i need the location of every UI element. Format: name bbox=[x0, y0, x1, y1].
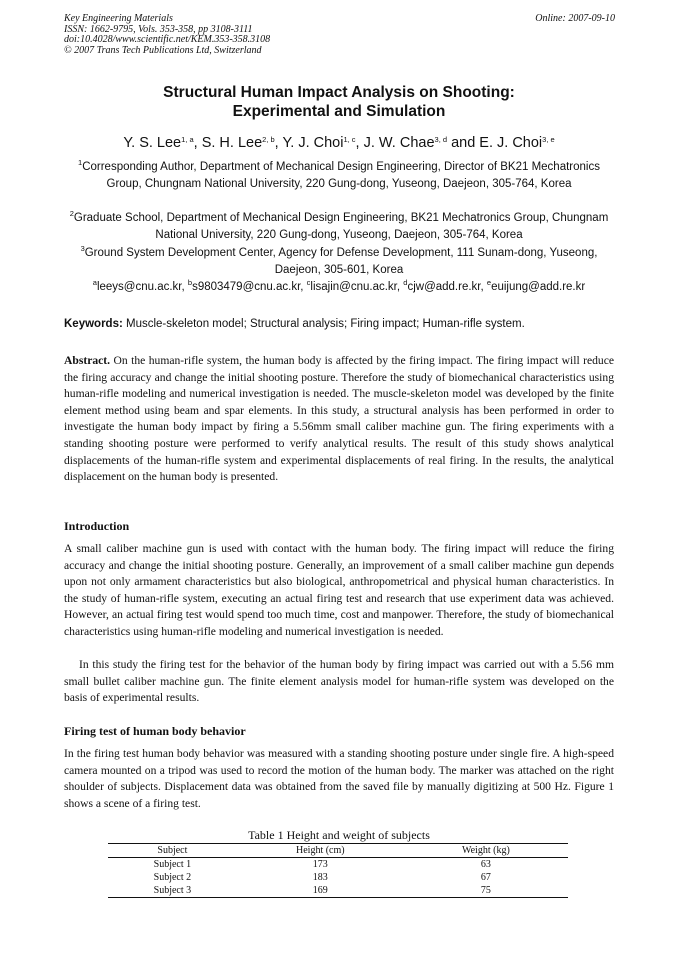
email[interactable]: $^c$lisajin@cnu.ac.kr bbox=[306, 278, 397, 293]
table-cell: 63 bbox=[480, 859, 491, 870]
author-list bbox=[64, 134, 614, 152]
table-cell: 67 bbox=[480, 872, 491, 883]
abstract bbox=[64, 353, 614, 486]
table-caption: Table 1 Height and weight of subjects bbox=[248, 828, 430, 842]
title-line-2: Experimental and Simulation bbox=[232, 103, 446, 120]
intro-paragraph-2: In this study the firing test for the behavior of the human body by firing impact was carried out with a 5.56 mm small bullet caliber machine gun. The finite element analysis model for human-rifle system was developed on the basis of experimental results. bbox=[64, 658, 614, 705]
intro-paragraph-1: A small caliber machine gun is used with contact with the human body. The firing impact will reduce the firing accuracy and change the initial shooting posture. Generally, an improvement of a small caliber machine gun depends upon not only armament characteristics but also biological, anthropometrical and physical human characteristics. In the study of human-rifle system, executing an actual firing test and research that use experiment data was achieved. However, an actual firing test would spend too much time, cost and manpower. Therefore, the study of biomechanical characteristics using human-rifle modeling and numerical investigation is needed. bbox=[64, 542, 614, 638]
author: Y. S. Lee$^{1, a}$, bbox=[123, 135, 202, 151]
paper-title bbox=[64, 83, 614, 121]
table-cell: Subject 2 bbox=[153, 872, 192, 883]
doi-line: doi:10.4028/www.scientific.net/KEM.353-358.3108 bbox=[64, 34, 271, 45]
table-cell: 183 bbox=[312, 872, 328, 883]
affiliation-1: $^1$Corresponding Author, Department of Mechanical Design Engineering, Director of BK21 Mechatronics Group, Chungnam National University, 220 Gung-dong, Yuseong, Daejeon, 305-764, Korea bbox=[78, 158, 600, 190]
email[interactable]: $^d$cjw@add.re.kr bbox=[403, 278, 481, 293]
author: E. J. Choi$^{3, e}$ bbox=[479, 135, 555, 151]
author: Y. J. Choi$^{1, c}$, bbox=[282, 135, 364, 151]
abstract-label: Abstract. bbox=[64, 354, 111, 367]
email[interactable]: $^b$s9803479@cnu.ac.kr bbox=[187, 278, 301, 293]
table-cell: 75 bbox=[404, 884, 568, 898]
keywords-label: Keywords: bbox=[64, 318, 123, 330]
author: S. H. Lee$^{2, b}$, bbox=[201, 135, 283, 151]
title-line-1: Structural Human Impact Analysis on Shooting: bbox=[163, 84, 515, 101]
author: J. W. Chae$^{3, d}$ and bbox=[363, 135, 480, 151]
affiliation-2: $^2$Graduate School, Department of Mechanical Design Engineering, BK21 Mechatronics Group, Chungnam National University, 220 Gung-dong, Yuseong, Daejeon, 305-764, Korea bbox=[69, 209, 609, 241]
table-cell: 169 bbox=[237, 884, 404, 898]
journal-name: Key Engineering Materials bbox=[64, 13, 173, 24]
abstract-text: On the human-rifle system, the human body is affected by the firing impact. The firing impact will reduce the firing accuracy and change the initial shooting posture. Therefore the study of biomechanical characteristics using human-rifle modeling and numerical investigation is needed. The muscle-skeleton model was developed by the finite element method using beam and spar elements. In this study, a structural analysis has been performed in order to investigate the human body impact by firing a 5.56mm small caliber machine gun. The firing experiments with a standing shooting posture were performed to verify analytical results. The result of this study shows analytical displacements of the human-rifle system and experimental displacements of real firing. In the results, the analytical displacement on the human body is presented. bbox=[64, 354, 614, 484]
section-heading-firing-test: Firing test of human body behavior bbox=[64, 724, 246, 738]
affiliation-3: $^3$Ground System Development Center, Agency for Defense Development, 111 Sunam-dong, Yuseong, Daejeon, 305-601, Korea bbox=[80, 244, 598, 276]
section-heading-introduction: Introduction bbox=[64, 519, 130, 533]
email[interactable]: $^a$leeys@cnu.ac.kr bbox=[92, 278, 182, 293]
column-header-subject: Subject bbox=[108, 844, 237, 858]
firing-test-paragraph: In the firing test human body behavior was measured with a standing shooting posture under single fire. A high-speed camera mounted on a tripod was used to record the motion of the human body. The marker was attached on the right shoulder of subjects. Displacement data was obtained from the saved file by manually digitizing at 500 Hz. Figure 1 shows a scene of a firing test. bbox=[64, 747, 614, 810]
table-header-row bbox=[108, 844, 568, 858]
table-cell: Subject 3 bbox=[108, 884, 237, 898]
keywords bbox=[64, 318, 614, 330]
table-cell: Subject 1 bbox=[153, 859, 192, 870]
column-header-height: Height (cm) bbox=[237, 844, 404, 858]
issn-line: ISSN: 1662-9795, Vols. 353-358, pp 3108-3111 bbox=[64, 23, 253, 35]
copyright-line: © 2007 Trans Tech Publications Ltd, Switzerland bbox=[64, 44, 262, 56]
subjects-table bbox=[108, 843, 568, 898]
journal-header bbox=[64, 14, 270, 56]
table-row bbox=[108, 858, 568, 872]
email[interactable]: $^e$euijung@add.re.kr bbox=[486, 278, 586, 293]
online-date: Online: 2007-09-10 bbox=[535, 13, 615, 24]
keywords-text: Muscle-skeleton model; Structural analysis; Firing impact; Human-rifle system. bbox=[126, 318, 525, 330]
table-cell: 173 bbox=[312, 859, 328, 870]
email-list: $^a$leeys@cnu.ac.kr, $^b$s9803479@cnu.ac.kr, $^c$lisajin@cnu.ac.kr, $^d$cjw@add.re.kr, $^e$euijung@add.re.kr bbox=[92, 278, 586, 293]
table-row bbox=[108, 871, 568, 884]
table-row bbox=[108, 884, 568, 898]
column-header-weight: Weight (kg) bbox=[404, 844, 568, 858]
